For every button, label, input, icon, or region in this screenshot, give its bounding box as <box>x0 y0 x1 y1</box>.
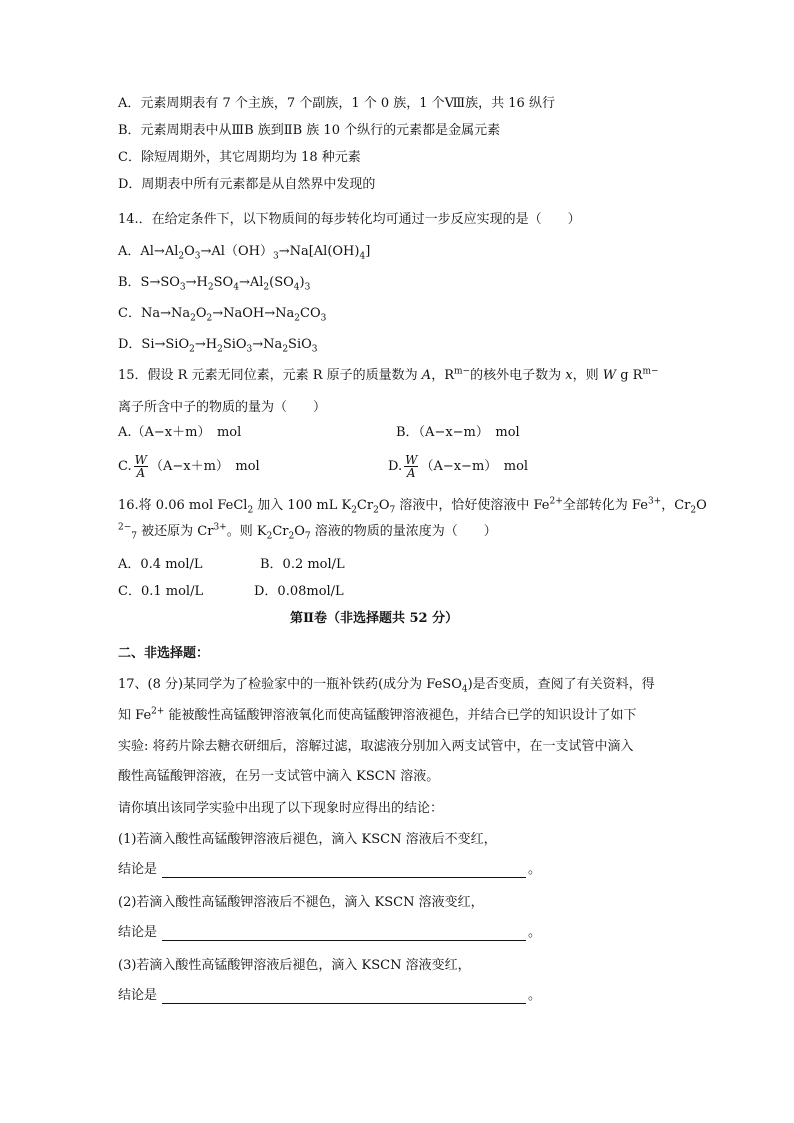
end-mark: 。 <box>528 862 542 877</box>
q17-line2: 知 $Fe^{2+}$ 能被酸性高锰酸钾溶液氧化而使高锰酸钾溶液褪色，并结合已学的知识设计了如下 <box>118 706 637 723</box>
conclusion-label: 结论是 <box>118 925 158 940</box>
end-mark: 。 <box>528 988 542 1003</box>
q15-option-b: B．（A−x−m） mol <box>396 425 520 440</box>
q15-stem-line1: 15．假设 R 元素无同位素，元素 R 原子的质量数为 A，$R^{m-}$的核外电子数为 x，则 W g $R^{m-}$ <box>118 366 659 383</box>
q17-line3: 实验: 将药片除去糖衣研细后，溶解过滤，取滤液分别加入两支试管中，在一支试管中滴入 <box>118 739 634 754</box>
end-mark: 。 <box>528 925 542 940</box>
fraction: $\frac{W}{A}$ <box>405 453 418 480</box>
q16-option-a: A．0.4 mol/L <box>118 557 203 572</box>
section-heading: 二、非选择题： <box>118 646 210 661</box>
q17-line4: 酸性高锰酸钾溶液，在另一支试管中滴入 KSCN 溶液。 <box>118 769 440 784</box>
q16-stem-line1: 16.将 0.06 mol FeCl$_2$ 加入 100 mL $K_2Cr_2O_7$ 溶液中，恰好使溶液中 $Fe^{2+}$全部转化为 $Fe^{3+}$，$Cr_2O$ <box>118 496 707 516</box>
q17-part1: (1)若滴入酸性高锰酸钾溶液后褪色，滴入 KSCN 溶液后不变红， <box>118 832 497 847</box>
q13-option-b: B．元素周期表中从ⅢB 族到ⅡB 族 10 个纵行的元素都是金属元素 <box>118 123 501 138</box>
q16-option-c: C．0.1 mol/L <box>118 584 204 599</box>
q14-option-b: B．$S\to SO_3\to H_2SO_4\to Al_2(SO_4)_3$ <box>118 275 311 293</box>
q16-option-b: B．0.2 mol/L <box>260 557 345 572</box>
q15-option-c: C. $\frac{W}{A}$ （A−x＋m） mol <box>118 453 260 480</box>
conclusion-label: 结论是 <box>118 862 158 877</box>
q16-option-d: D．0.08mol/L <box>254 584 344 599</box>
q13-option-a: A．元素周期表有 7 个主族，7 个副族，1 个 0 族，1 个Ⅷ族，共 16 纵行 <box>118 96 555 111</box>
q14-option-c: C．$Na\to Na_2O_2\to NaOH\to Na_2CO_3$ <box>118 306 327 324</box>
q16-stem-line2: $^{2-}_7$ 被还原为 $Cr^{3+}$。则 $K_2Cr_2O_7$ 溶液的物质的量浓度为（ ） <box>118 522 497 542</box>
q13-option-c: C．除短周期外，其它周期均为 18 种元素 <box>118 150 361 165</box>
q17-line1: 17、(8 分)某同学为了检验家中的一瓶补铁药(成分为 FeSO$_4$)是否变质，查阅了有关资料，得 <box>118 677 655 695</box>
q17-part2: (2)若滴入酸性高锰酸钾溶液后不褪色，滴入 KSCN 溶液变红， <box>118 895 484 910</box>
answer-blank-3[interactable] <box>162 1003 526 1004</box>
q14-option-a: A．$Al\to Al_2O_3\to Al(OH)_3\to Na[Al(OH)_4]$ <box>118 244 371 262</box>
fraction: $\frac{W}{A}$ <box>134 453 147 480</box>
q15-stem-line2: 离子所含中子的物质的量为（ ） <box>118 400 327 415</box>
section-title: 第Ⅱ卷（非选择题共 52 分） <box>290 611 459 626</box>
q17-instruction: 请你填出该同学实验中出现了以下现象时应得出的结论： <box>118 801 444 816</box>
q13-option-d: D．周期表中所有元素都是从自然界中发现的 <box>118 177 376 192</box>
answer-blank-1[interactable] <box>162 877 526 878</box>
conclusion-label: 结论是 <box>118 988 158 1003</box>
q15-option-d: D. $\frac{W}{A}$ （A−x−m） mol <box>388 453 529 480</box>
answer-blank-2[interactable] <box>162 940 526 941</box>
q15-option-a: A.（A−x＋m） mol <box>118 425 242 440</box>
q14-stem: 14.．在给定条件下，以下物质间的每步转化均可通过一步反应实现的是（ ） <box>118 212 581 227</box>
q17-part3: (3)若滴入酸性高锰酸钾溶液后褪色，滴入 KSCN 溶液变红， <box>118 958 471 973</box>
q14-option-d: D．$Si\to SiO_2\to H_2SiO_3\to Na_2SiO_3$ <box>118 337 318 355</box>
